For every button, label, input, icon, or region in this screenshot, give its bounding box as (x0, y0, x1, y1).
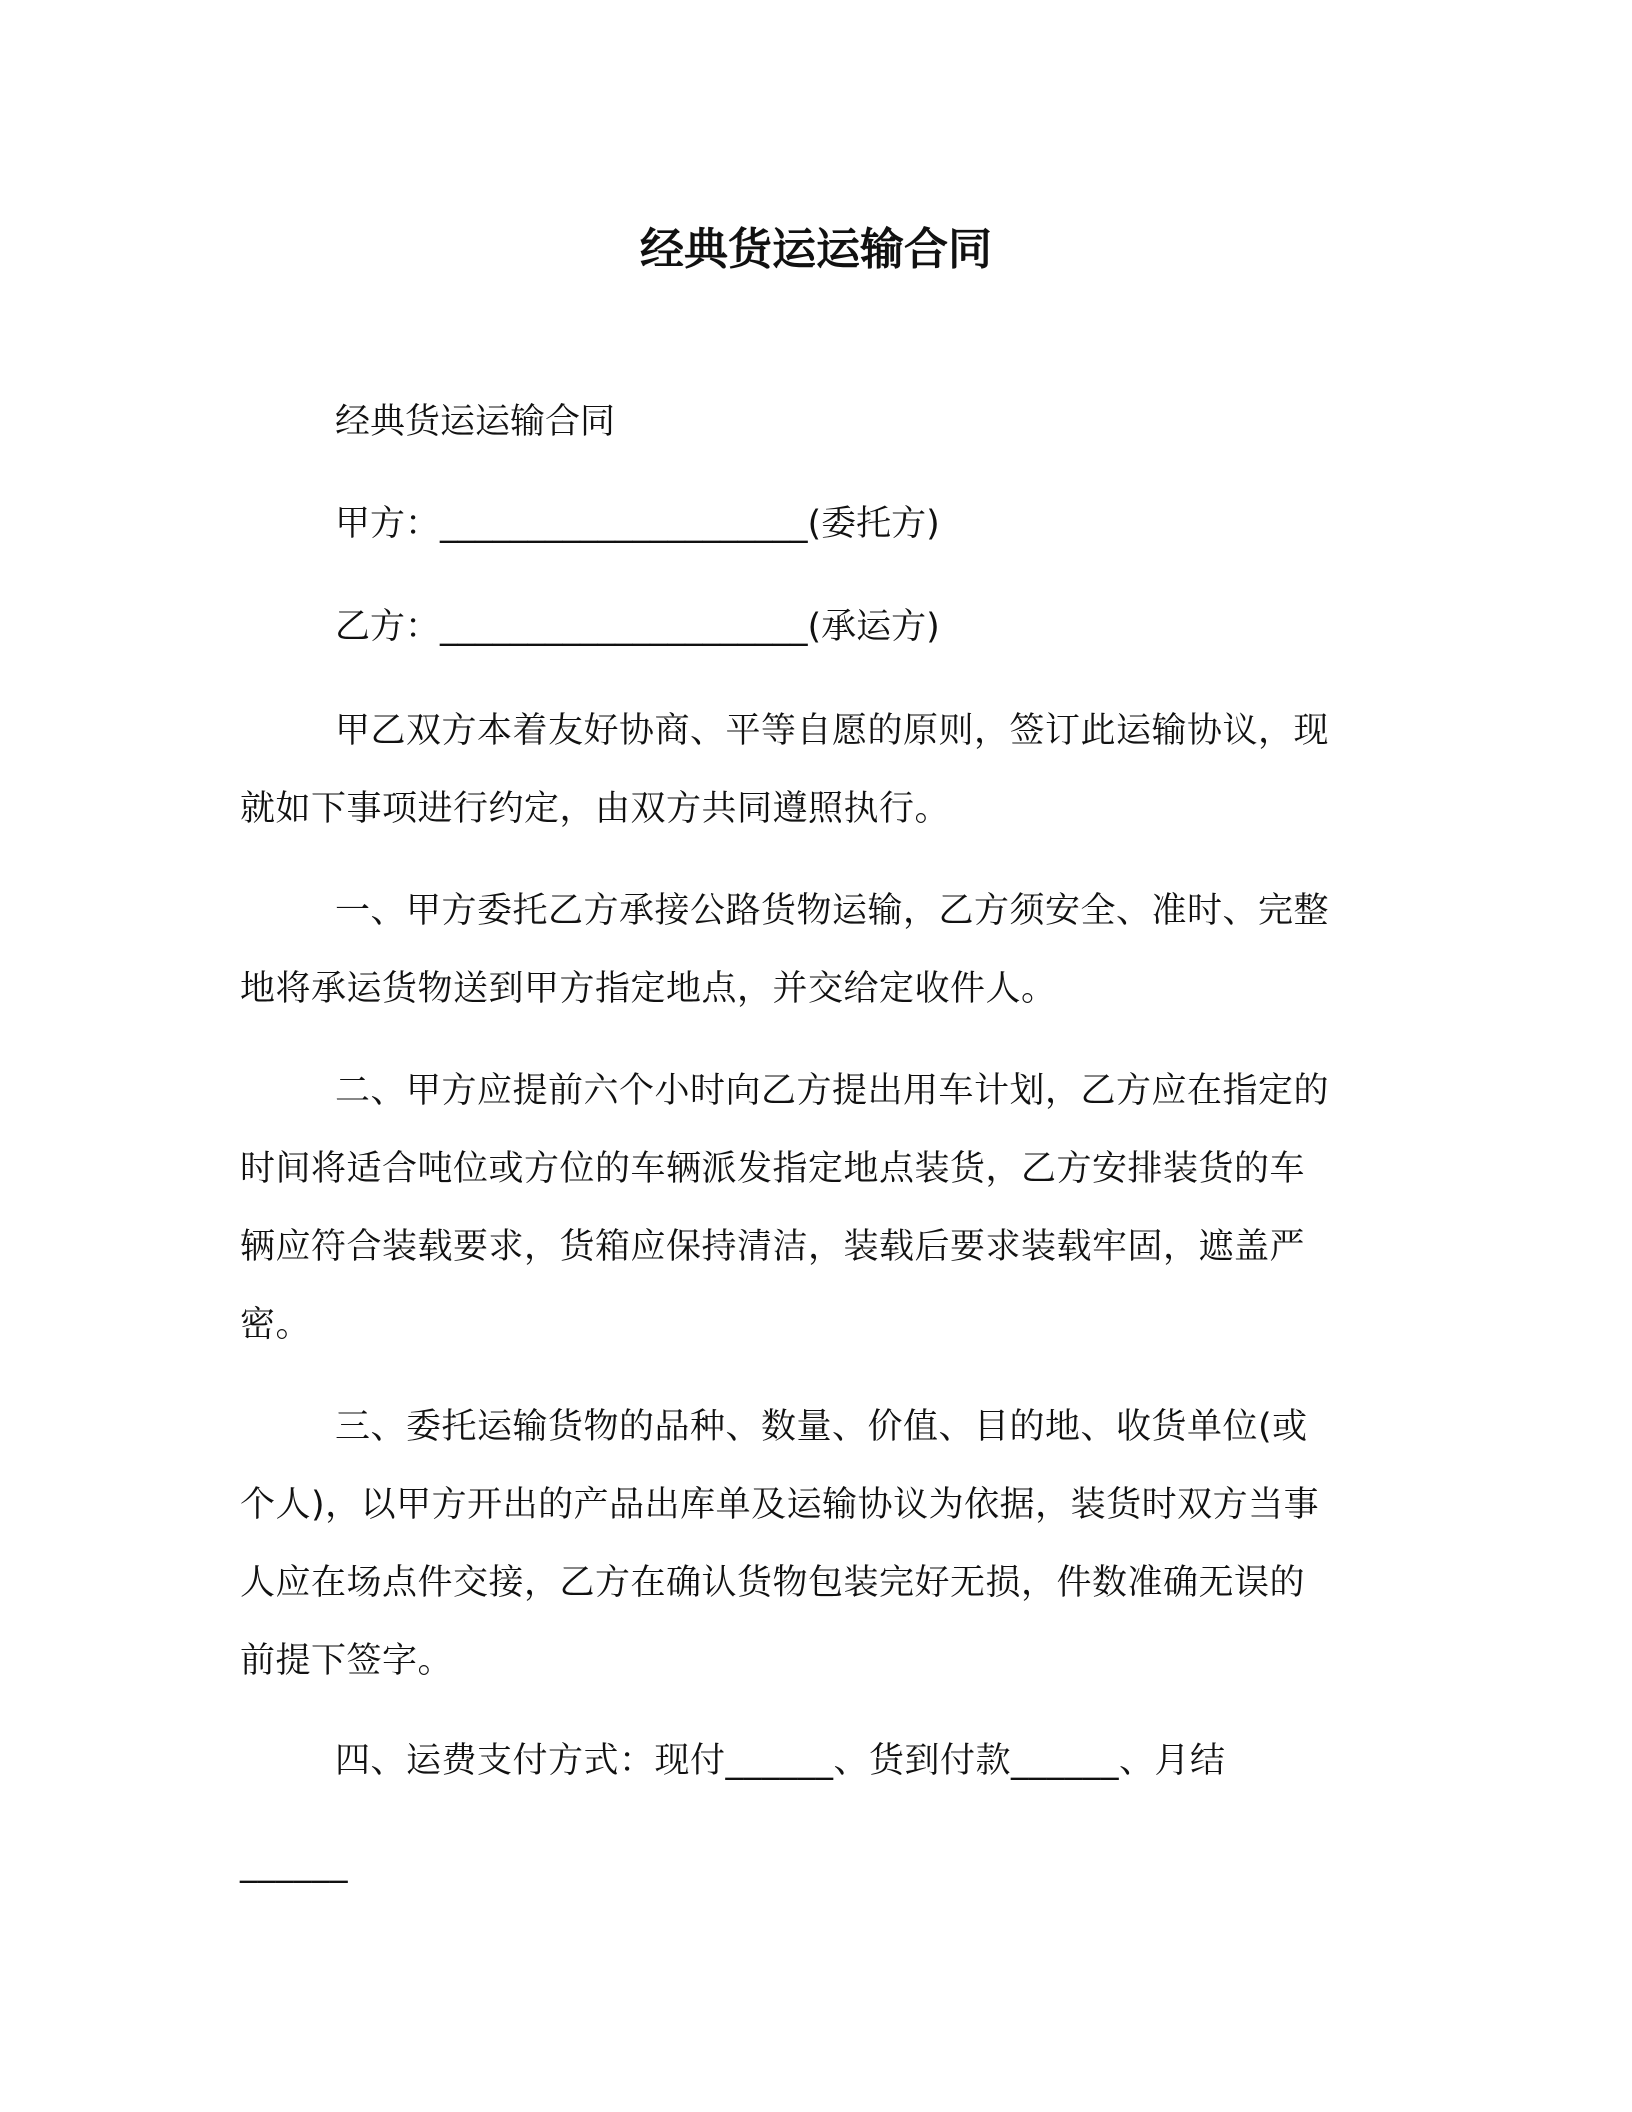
clause-3-paragraph (240, 1388, 1380, 1700)
party-a-line: 甲方：_____________________(委托方) (335, 504, 940, 544)
document-title: 经典货运运输合同 (640, 224, 992, 275)
clause-3-line-4: 前提下签字。 (240, 1641, 454, 1681)
clause-4-line-2: ______ (240, 1844, 348, 1884)
clause-2-line-3: 辆应符合装载要求，货箱应保持清洁，装载后要求装载牢固，遮盖严 (240, 1227, 1306, 1267)
document-subtitle: 经典货运运输合同 (335, 402, 616, 442)
clause-2-line-2: 时间将适合吨位或方位的车辆派发指定地点装货，乙方安排装货的车 (240, 1149, 1306, 1189)
clause-1-line-2: 地将承运货物送到甲方指定地点，并交给定收件人。 (240, 969, 1057, 1009)
clause-2-paragraph (240, 1052, 1380, 1364)
intro-line-2: 就如下事项进行约定，由双方共同遵照执行。 (240, 789, 951, 829)
intro-line-1: 甲乙双方本着友好协商、平等自愿的原则，签订此运输协议，现 (335, 711, 1330, 751)
clause-3-line-3: 人应在场点件交接，乙方在确认货物包装完好无损，件数准确无误的 (240, 1563, 1306, 1603)
clause-1-paragraph (240, 872, 1380, 1028)
clause-1-line-1: 一、甲方委托乙方承接公路货物运输，乙方须安全、准时、完整 (335, 891, 1330, 931)
clause-4-continuation (240, 1825, 1380, 1903)
party-b-line: 乙方：_____________________(承运方) (335, 607, 940, 647)
clause-4-paragraph (240, 1722, 1380, 1800)
clause-3-line-2: 个人)，以甲方开出的产品出库单及运输协议为依据，装货时双方当事 (240, 1485, 1320, 1525)
clause-2-line-1: 二、甲方应提前六个小时向乙方提出用车计划，乙方应在指定的 (335, 1071, 1330, 1111)
intro-paragraph (240, 692, 1380, 848)
clause-4-line-1: 四、运费支付方式：现付______、货到付款______、月结 (335, 1741, 1226, 1781)
clause-2-line-4: 密。 (240, 1305, 312, 1345)
clause-3-line-1: 三、委托运输货物的品种、数量、价值、目的地、收货单位(或 (335, 1407, 1308, 1447)
